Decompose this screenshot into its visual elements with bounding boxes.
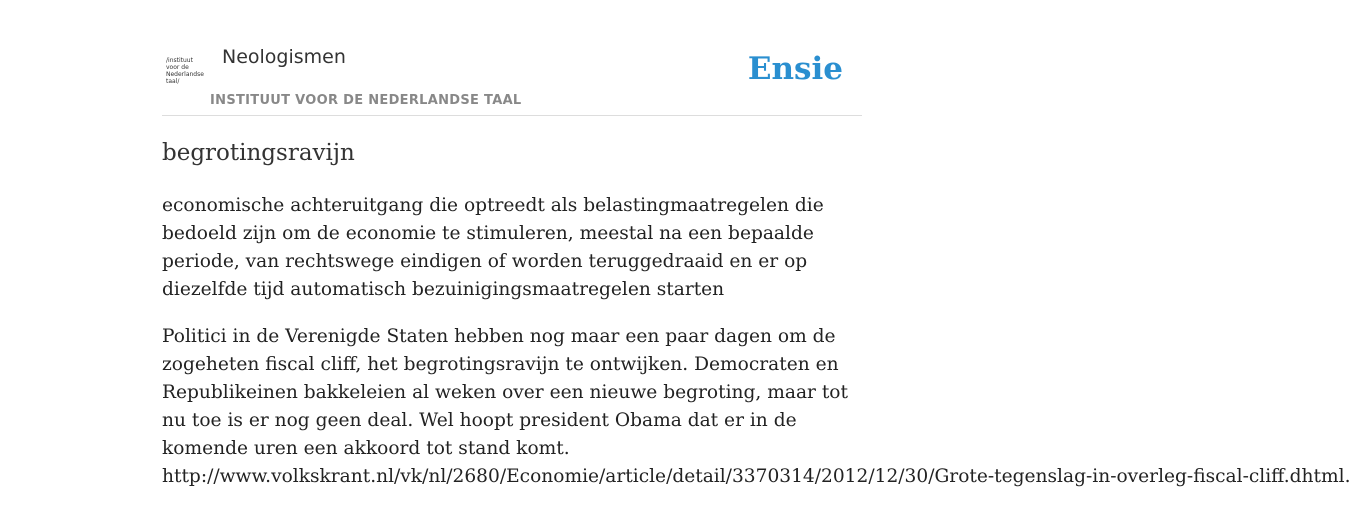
logo-line: taal/ [166,78,180,85]
logo-line: /instituut [166,57,193,64]
site-name-link[interactable]: Neologismen [222,46,346,68]
organization-name: INSTITUUT VOOR DE NEDERLANDSE TAAL [210,93,522,108]
example-source-url[interactable]: http://www.volkskrant.nl/vk/nl/2680/Economie/article/detail/3370314/2012/12/30/Grote-tegenslag-in-overleg-fiscal-cliff.dhtml. [162,466,1350,487]
entry-example [162,323,1350,491]
logo-line: voor de [166,64,189,71]
entry-term: begrotingsravijn [162,140,355,166]
ensie-brand-logo[interactable]: Ensie [747,51,843,87]
logo-line: Nederlandse [166,71,204,78]
example-text: Politici in de Verenigde Staten hebben nog maar een paar dagen om de zogeheten fiscal cliff, het begrotingsravijn te ontwijken. Democraten en Republikeinen bakkeleien al weken over een nieuwe begroting, maar tot nu toe is er nog geen deal. Wel hoopt president Obama dat er in de komende uren een akkoord tot stand komt. [162,326,848,459]
ivdnt-logo[interactable] [166,57,208,89]
entry-definition: economische achteruitgang die optreedt als belastingmaatregelen die bedoeld zijn om de economie te stimuleren, meestal na een bepaalde periode, van rechtswege eindigen of worden teruggedraaid en er op diezelfde tijd automatisch bezuinigingsmaatregelen starten [162,195,824,300]
header-divider [162,115,862,116]
